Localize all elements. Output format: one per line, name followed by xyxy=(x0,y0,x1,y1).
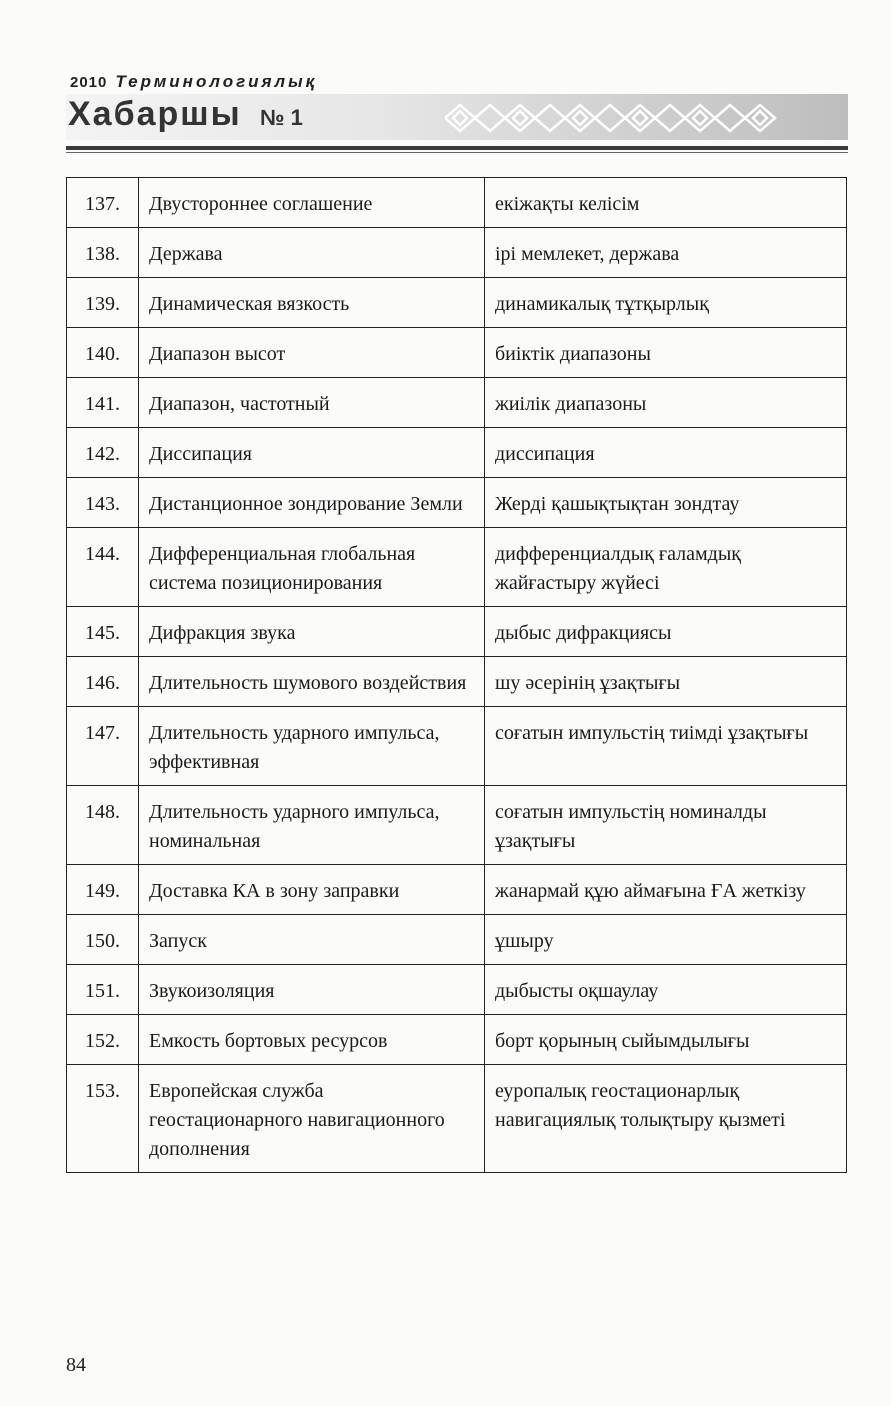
issue-number: № 1 xyxy=(260,105,303,130)
kazakh-term-cell: динамикалық тұтқырлық xyxy=(485,278,847,328)
header-rule-thin xyxy=(66,152,848,153)
russian-term-cell: Звукоизоляция xyxy=(139,965,485,1015)
term-number-cell: 146. xyxy=(67,657,139,707)
ornament-icon xyxy=(445,100,795,136)
kazakh-term-cell: жиілік диапазоны xyxy=(485,378,847,428)
term-number-cell: 152. xyxy=(67,1015,139,1065)
russian-term-cell: Длительность ударного импульса, эффективная xyxy=(139,707,485,786)
term-number-cell: 140. xyxy=(67,328,139,378)
term-number-cell: 137. xyxy=(67,178,139,228)
russian-term-cell: Длительность шумового воздействия xyxy=(139,657,485,707)
russian-term-cell: Емкость бортовых ресурсов xyxy=(139,1015,485,1065)
kazakh-term-cell: дифференциалдық ғаламдық жайғастыру жүйесі xyxy=(485,528,847,607)
table-row xyxy=(67,865,847,915)
page-number: 84 xyxy=(66,1354,86,1376)
term-number-cell: 139. xyxy=(67,278,139,328)
journal-title: Хабаршы xyxy=(68,95,242,133)
table-row xyxy=(67,786,847,865)
term-number-cell: 145. xyxy=(67,607,139,657)
table-row xyxy=(67,478,847,528)
kazakh-term-cell: биіктік диапазоны xyxy=(485,328,847,378)
table-row xyxy=(67,915,847,965)
kazakh-term-cell: ұшыру xyxy=(485,915,847,965)
table-row xyxy=(67,1065,847,1173)
term-number-cell: 151. xyxy=(67,965,139,1015)
russian-term-cell: Диапазон, частотный xyxy=(139,378,485,428)
kazakh-term-cell: борт қорының сыйымдылығы xyxy=(485,1015,847,1065)
kazakh-term-cell: соғатын импульстің тиімді ұзақтығы xyxy=(485,707,847,786)
kazakh-term-cell: еуропалық геостационарлық навигациялық толықтыру қызметі xyxy=(485,1065,847,1173)
terms-table xyxy=(66,177,847,1173)
term-number-cell: 138. xyxy=(67,228,139,278)
table-row xyxy=(67,178,847,228)
table-row xyxy=(67,528,847,607)
russian-term-cell: Длительность ударного импульса, номинальная xyxy=(139,786,485,865)
kazakh-term-cell: жанармай құю аймағына ҒА жеткізу xyxy=(485,865,847,915)
kazakh-term-cell: соғатын импульстің номиналды ұзақтығы xyxy=(485,786,847,865)
table-row xyxy=(67,965,847,1015)
kazakh-term-cell: дыбысты оқшаулау xyxy=(485,965,847,1015)
kazakh-term-cell: Жерді қашықтықтан зондтау xyxy=(485,478,847,528)
term-number-cell: 150. xyxy=(67,915,139,965)
russian-term-cell: Дистанционное зондирование Земли xyxy=(139,478,485,528)
journal-series-line xyxy=(70,72,317,92)
table-row xyxy=(67,1015,847,1065)
russian-term-cell: Запуск xyxy=(139,915,485,965)
term-number-cell: 143. xyxy=(67,478,139,528)
table-row xyxy=(67,707,847,786)
russian-term-cell: Дифракция звука xyxy=(139,607,485,657)
russian-term-cell: Динамическая вязкость xyxy=(139,278,485,328)
russian-term-cell: Диапазон высот xyxy=(139,328,485,378)
table-row xyxy=(67,378,847,428)
russian-term-cell: Диссипация xyxy=(139,428,485,478)
term-number-cell: 142. xyxy=(67,428,139,478)
table-row xyxy=(67,328,847,378)
term-number-cell: 148. xyxy=(67,786,139,865)
term-number-cell: 147. xyxy=(67,707,139,786)
kazakh-term-cell: екіжақты келісім xyxy=(485,178,847,228)
journal-year: 2010 xyxy=(70,74,108,91)
russian-term-cell: Держава xyxy=(139,228,485,278)
kazakh-term-cell: шу әсерінің ұзақтығы xyxy=(485,657,847,707)
russian-term-cell: Двустороннее соглашение xyxy=(139,178,485,228)
table-row xyxy=(67,278,847,328)
table-row xyxy=(67,607,847,657)
kazakh-term-cell: ірі мемлекет, держава xyxy=(485,228,847,278)
term-number-cell: 141. xyxy=(67,378,139,428)
term-number-cell: 149. xyxy=(67,865,139,915)
russian-term-cell: Европейская служба геостационарного навигационного дополнения xyxy=(139,1065,485,1173)
journal-line: Терминологиялық xyxy=(115,72,318,91)
table-row xyxy=(67,657,847,707)
term-number-cell: 144. xyxy=(67,528,139,607)
kazakh-term-cell: диссипация xyxy=(485,428,847,478)
russian-term-cell: Дифференциальная глобальная система позиционирования xyxy=(139,528,485,607)
term-number-cell: 153. xyxy=(67,1065,139,1173)
russian-term-cell: Доставка КА в зону заправки xyxy=(139,865,485,915)
table-row xyxy=(67,428,847,478)
table-row xyxy=(67,228,847,278)
header-rule-thick xyxy=(66,146,848,150)
kazakh-term-cell: дыбыс дифракциясы xyxy=(485,607,847,657)
